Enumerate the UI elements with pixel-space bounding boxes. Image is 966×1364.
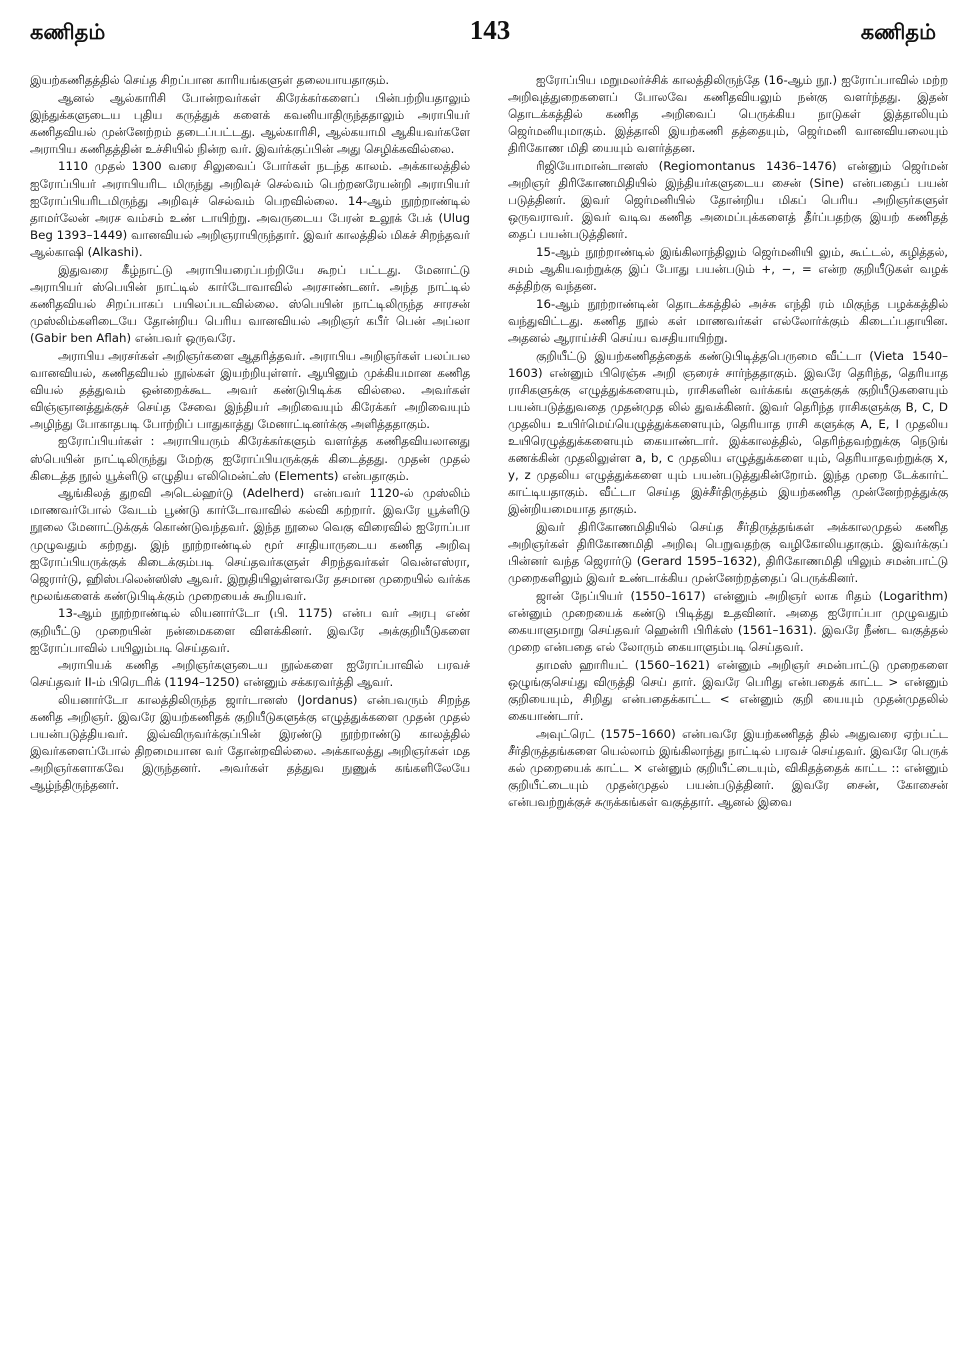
page-number: 143 bbox=[469, 15, 511, 45]
paragraph: அவுட்ரெட் (1575–1660) என்பவரே இயற்கணிதத் தில் அதுவரை ஏற்பட்ட சீர்திருத்தங்களை யெல்லாம் இங்கிலாந்து நாட்டில் பரவச் செய்தவர். இவரே பெருக் கல் முறையைக் காட்ட × என்னும் குறியீட்டையும், விகிதத்தைக் காட்ட :: என்னும் குறியீட்டையும் முதன்முதல் பயன்படுத்தினர். இவரே சைன், கோசைன் என்பவற்றுக்குச் சுருக்கங்கள் வகுத்தார். ஆனல் இவை bbox=[508, 726, 948, 809]
paragraph: 1110 முதல் 1300 வரை சிலுவைப் போர்கள் நடந்த காலம். அக்காலத்தில் ஐரோப்பியர் அராபியரிட மிருந்து அறிவுச் செல்வம் பெற்றனரேயன்றி அராபியர் ஐரோப்பியரிடமிருந்து அறிவுச் செல்வம் பெறவில்லை. 14-ஆம் நூற்றாண்டில் தாமர்லேன் அரச வம்சம் உண் டாயிற்று. அவருடைய பேரன் உலூக் பேக் (Ulug Beg 1393–1449) வானவியல் அறிஞராயிருந்தார். இவர் காலத்தில் மிகச் சிறந்தவர் ஆல்காஷி (Alkashi). bbox=[30, 159, 470, 259]
paragraph: 16-ஆம் நூற்றாண்டின் தொடக்கத்தில் அச்சு எந்தி ரம் மிகுந்த பழக்கத்தில் வந்துவிட்டது. கணித நூல் கள் மாணவர்கள் எல்லோர்க்கும் கிடைப்பதாயின. அதனல் ஆராய்ச்சி செய்ய வசதியாயிற்று. bbox=[508, 296, 948, 345]
paragraph: ஆங்கிலத் துறவி அடெல்ஹர்டு (Adelherd) என்பவர் 1120-ல் முஸ்லிம் மாணவர்போல் வேடம் பூண்டு கார்டோவாவில் கல்வி கற்றார். இவரே யூக்ளிடு நூலை மேனாட்டுக்குக் கொண்டுவந்தவர். இந்த நூலை வெகு விரைவில் ஐரோப்பா முழுவதும் கற்றது. இந் நூற்றாண்டில் மூர் சாதியாருடைய கணித அறிவு ஐரோப்பியருக்குக் கிடைக்கும்படி செய்தவர்களுள் சிறந்தவர்கள் வென்எஸ்ரா, ஜெரார்டு, ஹிஸ்பலென்ஸிஸ் ஆவர். இறுதியிலுள்ளவரே தசமான முறையில் வர்க்க மூலங்களைக் கண்டுபிடிக்கும் முறையைக் கூறியவர். bbox=[30, 486, 470, 603]
paragraph: ரிஜியோமான்டானஸ் (Regiomontanus 1436–1476) என்னும் ஜெர்மன் அறிஞர் திரிகோணமிதியில் இந்தியர்களுடைய சைன் (Sine) என்பதைப் பயன் படுத்தினர். இவர் ஜெர்மனியில் தோன்றிய மிகப் பெரிய அறிஞர்களுள் ஒருவராவர். இவர் வடிவ கணித அமைப்புக்களைத் தீர்ப்பதற்கு இயற் கணிதத் தைப் பயன்படுத்தினர். bbox=[508, 158, 948, 242]
paragraph: இதுவரை கீழ்நாட்டு அராபியரைப்பற்றியே கூறப் பட்டது. மேனாட்டு அராபியர் ஸ்பெயின் நாட்டில் கார்டோவாவில் அரசாண்டனர். அந்த நாட்டில் கணிதவியல் சிறப்பாகப் பயிலப்படவில்லை. ஸ்பெயின் நாட்டிலிருந்த சாரசன் முஸ்லிம்களிடையே தோன்றிய பெரிய வானவியல் அறிஞர் கபீர் பென் அப்லா (Gabir ben Aflah) என்பவர் ஒருவரே. bbox=[30, 262, 470, 345]
paragraph: ஜான் நேப்பியர் (1550–1617) என்னும் அறிஞர் லாக ரிதம் (Logarithm) என்னும் முறையைக் கண்டு பிடித்து உதவினர். அதை ஐரோப்பா முழுவதும் கையாளுமாறு செய்தவர் ஹென்ரி பிரிக்ஸ் (1561–1631). இவரே நீண்ட வகுத்தல் முறை என்பதை எல் லோரும் கையாளும்படி செய்தவர். bbox=[508, 588, 948, 655]
running-title-right: கணிதம் bbox=[860, 20, 936, 44]
paragraph: 13-ஆம் நூற்றாண்டில் லியனார்டோ (பி. 1175) என்ப வர் அரபு எண் குறியீட்டு முறையின் நன்மைகளை விளக்கினர். இவரே அக்குறியீடுகளை ஐரோப்பாவில் பயிலும்படி செய்தவர். bbox=[30, 606, 470, 655]
page-header bbox=[0, 0, 966, 56]
left-column bbox=[30, 72, 470, 1354]
paragraph: இவர் திரிகோணமிதியில் செய்த சீர்திருத்தங்கள் அக்காலமுதல் கணித அறிஞர்கள் திரிகோணமிதி அறிவு பெறுவதற்கு வழிகோலியதாகும். இவர்க்குப் பின்னர் வந்த ஜெரார்டு (Gerard 1595–1632), திரிகோணமிதி யிலும் சமன்பாட்டு முறைகளிலும் இவர் உண்டாக்கிய முன்னேற்றத்தைப் பெருக்கினர். bbox=[508, 519, 948, 586]
paragraph: தாமஸ் ஹாரியட் (1560–1621) என்னும் அறிஞர் சமன்பாட்டு முறைகளை ஒழுங்குசெய்து விருத்தி செய் தார். இவரே பெரிது என்பதைக் காட்ட > என்னும் குறியையும், சிறிது என்பதைக்காட்ட < என்னும் குறி யையும் முதன்முதலில் கையாண்டார். bbox=[508, 657, 948, 723]
paragraph: குறியீட்டு இயற்கணிதத்தைக் கண்டுபிடித்தபெருமை வீட்டா (Vieta 1540–1603) என்னும் பிரெஞ்சு அறி ஞரைச் சார்ந்ததாகும். இவரே தெரிந்த, தெரியாத ராசிகளுக்கு எழுத்துக்களையும், ராசிகளின் வர்க்கங் களுக்குக் குறியீடுகளையும் பயன்படுத்துவதை முதன்முத லில் துவக்கினர். இவர் தெரிந்த ராசிகளுக்கு B, C, D முதலிய உயிர்மெய்யெழுத்துக்களையும், தெரியாத ராசி களுக்கு A, E, I முதலிய உயிரெழுத்துக்களையும் கையாண்டார். இக்காலத்தில், தெரிந்தவற்றுக்கு நெடுங் கணக்கின் முதலிலுள்ள a, b, c முதலிய எழுத்துக்களை யும், தெரியாதவற்றுக்கு x, y, z முதலிய எழுத்துக்களை யும் பயன்படுத்துகின்றோம். இந்த முறை டேக்கார்ட் காட்டியதாகும். வீட்டா செய்த இச்சீர்திருத்தம் இயற்கணித முன்னேற்றத்துக்கு இன்றியமையாத தாகும். bbox=[508, 348, 948, 517]
paragraph: அராபிய அரசர்கள் அறிஞர்களை ஆதரித்தவர். அராபிய அறிஞர்கள் பலப்பல வானவியல், கணிதவியல் நூல்கள் இயற்றியுள்ளர். ஆயினும் முக்கியமான கணித வியல் தத்துவம் ஒன்றைக்கூட அவர் கண்டுபிடிக்க வில்லை. அவர்கள் விஞ்ஞானத்துக்குச் செய்த சேவை இந்தியர் அறிவையும் கிரேக்கர் அறிவையும் அழிந்து போகாதபடி போற்றிப் பாதுகாத்து மேனாட்டினர்க்கு அளித்ததாகும். bbox=[30, 348, 470, 431]
paragraph: அராபியக் கணித அறிஞர்களுடைய நூல்களை ஐரோப்பாவில் பரவச் செய்தவர் II-ம் பிரெடரிக் (1194–1250) என்னும் சக்கரவர்த்தி ஆவர். bbox=[30, 658, 470, 690]
paragraph: ஆனல் ஆல்காரிசி போன்றவர்கள் கிரேக்கர்களைப் பின்பற்றியதாலும் இந்துக்களுடைய புதிய கருத்துக் களைக் கவனியாதிருந்ததாலும் அராபியர் கணிதவியல் முன்னேற்றம் தடைப்பட்டது. ஆல்காரிசி, ஆல்கயாமி ஆகியவர்களே அராபிய கணிதத்தின் உச்சியில் நின்ற வர். இவர்க்குப்பின் அது செழிக்கவில்லை. bbox=[30, 90, 470, 156]
paragraph: 15-ஆம் நூற்றாண்டில் இங்கிலாந்திலும் ஜெர்மனியி லும், கூட்டல், கழித்தல், சமம் ஆகியவற்றுக்கு இப் போது பயன்படும் +, −, = என்ற குறியீடுகள் வழக் கத்திற்கு வந்தன. bbox=[508, 244, 948, 294]
paragraph: இயற்கணிதத்தில் செய்த சிறப்பான காரியங்களுள் தலையாயதாகும். bbox=[30, 73, 390, 87]
paragraph: ஐரோப்பியர்கள் : அராபியரும் கிரேக்கர்களும் வளர்த்த கணிதவியலானது ஸ்பெயின் நாட்டிலிருந்து மேற்கு ஐரோப்பியருக்குக் கிடைத்தது. முதன் முதல் கிடைத்த நூல் யூக்ளிடு எழுதிய எலிமென்ட்ஸ் (Elements) என்பதாகும். bbox=[30, 434, 470, 483]
running-title-left: கணிதம் bbox=[30, 20, 106, 44]
paragraph: ஐரோப்பிய மறுமலர்ச்சிக் காலத்திலிருந்தே (16-ஆம் நூ.) ஐரோப்பாவில் மற்ற அறிவுத்துறைகளைப் போலவே கணிதவியலும் நன்கு வளர்ந்தது. இதன் தொடக்கத்தில் கணித அறிவைப் பெருக்கிய நாடுகள் இத்தாலியும் ஜெர்மனியுமாகும். இத்தாலி இயற்கணி தத்தையும், ஜெர்மனி வானவியலையும் திரிகோண மிதி யையும் வளர்த்தன. bbox=[508, 73, 948, 156]
right-column bbox=[508, 72, 948, 1354]
paragraph: லியனார்டோ காலத்திலிருந்த ஜார்டானஸ் (Jordanus) என்பவரும் சிறந்த கணித அறிஞர். இவரே இயற்கணிதக் குறியீடுகளுக்கு எழுத்துக்களை முதன் முதல் பயன்படுத்தியவர். இவ்விருவர்க்குப்பின் இரண்டு நூற்றாண்டு காலத்தில் இவர்களைப்போல் திறமையான வர் தோன்றவில்லை. அக்காலத்து அறிஞர்கள் மத அறிஞர்களாகவே இருந்தனர். அவர்கள் தத்துவ நுணுக் கங்களிலேயே ஆழ்ந்திருந்தனர். bbox=[30, 692, 470, 793]
